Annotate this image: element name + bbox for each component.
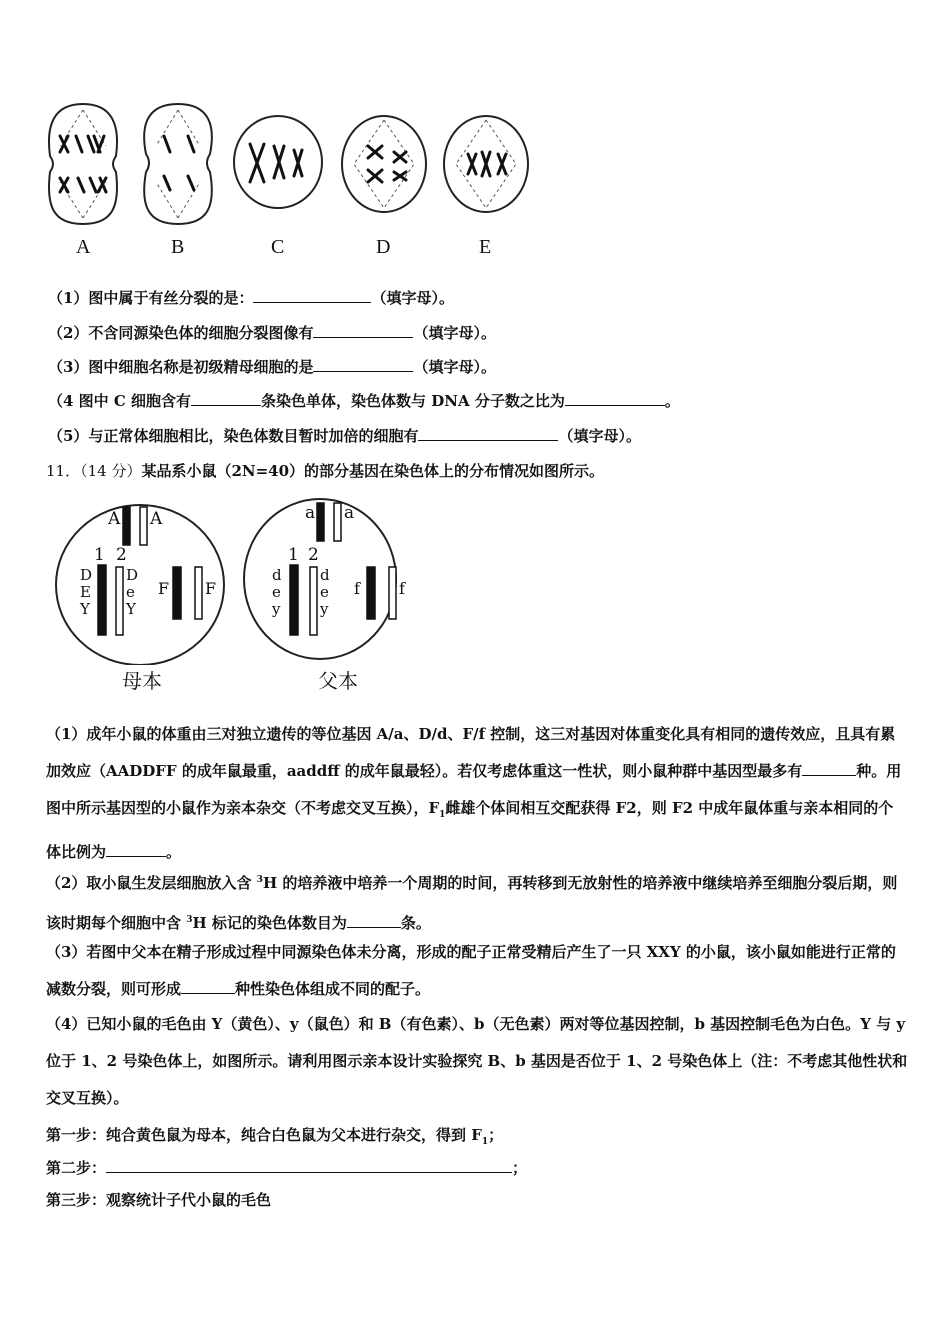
- answer-blank[interactable]: [313, 323, 413, 338]
- answer-blank[interactable]: [106, 842, 166, 857]
- gene-label: a: [305, 503, 316, 523]
- q10-item-5: [48, 425, 641, 446]
- gene-label: Y: [126, 600, 136, 618]
- q11-part-1-text-c: 雌雄个体间相互交配获得 F2，则 F2 中成年鼠体重与亲本相同的个体比例为: [46, 799, 894, 861]
- q11-part-2-text-d: 条。: [400, 914, 431, 932]
- chromosome-number: 2: [308, 545, 319, 565]
- q11-part-1-text-d: 。: [166, 843, 182, 861]
- q11-part-3-text-a: （3）若图中父本在精子形成过程中同源染色体未分离，形成的配子正常受精后产生了一只 XXY 的小鼠，该小鼠如能进行正常的减数分裂，则可形成: [46, 943, 896, 998]
- answer-blank[interactable]: [253, 288, 371, 303]
- q11-part-3: [46, 934, 908, 1008]
- q10-item-3-text: （3）图中细胞名称是初级精母细胞的是: [48, 358, 314, 376]
- q10-item-1: [48, 287, 454, 308]
- answer-blank[interactable]: [565, 391, 665, 406]
- answer-blank[interactable]: [106, 1158, 512, 1173]
- gene-label: e: [126, 583, 135, 601]
- cell-division-drawing: [38, 96, 538, 236]
- figure-label-d: D: [376, 236, 391, 258]
- q11-part-1: [46, 716, 908, 871]
- chromosome-number: 2: [116, 545, 127, 565]
- q10-item-4-mid: 条染色单体，染色体数与 DNA 分子数之比为: [261, 392, 565, 410]
- q10-item-3-suffix: （填字母）。: [413, 358, 496, 376]
- answer-blank[interactable]: [347, 913, 401, 928]
- cell-division-figure: [38, 96, 538, 266]
- q10-item-4-text: （4 图中 C 细胞含有: [48, 392, 192, 410]
- superscript: 3: [256, 875, 263, 885]
- gene-label: f: [354, 579, 360, 598]
- q11-part-1-text-b: 种。用图中所示基因型的小鼠作为亲本杂交（不考虑交叉互换），F: [46, 762, 902, 817]
- step-1-suffix: ；: [488, 1126, 504, 1144]
- q11-number: 11．: [46, 462, 81, 480]
- gene-label: F: [205, 579, 217, 598]
- answer-blank[interactable]: [802, 761, 856, 776]
- gene-label: y: [272, 600, 281, 618]
- q10-item-5-suffix: （填字母）。: [558, 427, 641, 445]
- q10-item-3: [48, 356, 496, 377]
- gene-label: D: [80, 566, 93, 584]
- q10-item-1-text: （1）图中属于有丝分裂的是：: [48, 289, 254, 307]
- mouse-chromosome-figure: [50, 495, 420, 700]
- gene-label: a: [344, 503, 355, 523]
- q11-score: （14 分）: [80, 462, 142, 480]
- step-2-text: 第二步：: [46, 1159, 107, 1177]
- q10-item-2-suffix: （填字母）。: [413, 324, 496, 342]
- mother-left-genes: [80, 567, 92, 618]
- father-left-genes: [272, 567, 282, 618]
- q11-part-4-text: （4）已知小鼠的毛色由 Y（黄色）、y（鼠色）和 B（有色素）、b（无色素）两对等位基因控制，b 基因控制毛色为白色。Y 与 y 位于 1、2 号染色体上，如图所示。请利用图示亲本设计实验探究 B、b 基因是否位于 1、2 号染色体上（注：不考虑其他性状和交叉互换）。: [46, 1015, 908, 1107]
- subscript: 1: [439, 810, 446, 820]
- gene-label: Y: [80, 600, 90, 618]
- gene-label: D: [126, 566, 139, 584]
- q11-part-2-text-a: （2）取小鼠生发层细胞放入含: [46, 874, 257, 892]
- figure-label-a: A: [76, 236, 91, 258]
- q11-part-2-text-c: H 标记的染色体数目为: [192, 914, 347, 932]
- father-caption: 父本: [318, 669, 358, 693]
- figure-label-c: C: [271, 236, 285, 258]
- q11-step-2: [46, 1157, 527, 1178]
- q11-part-3-text-b: 种性染色体组成不同的配子。: [235, 980, 431, 998]
- q11-part-2-text-b: H 的培养液中培养一个周期的时间，再转移到无放射性的培养液中继续培养至细胞分裂后期，则该时期每个细胞中含: [46, 874, 898, 932]
- q10-item-1-suffix: （填字母）。: [371, 289, 454, 307]
- q11-stem: 某品系小鼠（2N=40）的部分基因在染色体上的分布情况如图所示。: [141, 462, 605, 480]
- step-1-text: 第一步：纯合黄色鼠为母本，纯合白色鼠为父本进行杂交，得到 F: [46, 1126, 482, 1144]
- subscript: 1: [481, 1137, 489, 1147]
- q10-item-4-suffix: 。: [664, 392, 680, 410]
- gene-label: y: [320, 600, 329, 618]
- q11-part-1-text-a: （1）成年小鼠的体重由三对独立遗传的等位基因 A/a、D/d、F/f 控制，这三对基因对体重变化具有相同的遗传效应，且具有累加效应（AADDFF 的成年鼠最重，aaddff 的成年鼠最轻）。若仅考虑体重这一性状，则小鼠种群中基因型最多有: [46, 725, 896, 780]
- gene-label: d: [320, 566, 330, 584]
- gene-label: E: [80, 583, 91, 601]
- gene-label: e: [272, 583, 281, 601]
- father-right-genes: [320, 567, 330, 618]
- q11-step-3: [46, 1189, 271, 1210]
- figure-label-b: B: [171, 236, 185, 258]
- step-3-text: 第三步：观察统计子代小鼠的毛色: [46, 1191, 272, 1209]
- q11-header: [46, 460, 604, 481]
- mother-caption: 母本: [122, 669, 162, 693]
- figure-label-e: E: [479, 236, 492, 258]
- q10-item-2: [48, 322, 496, 343]
- step-2-suffix: ；: [512, 1159, 528, 1177]
- superscript: 3: [186, 915, 193, 925]
- gene-label: F: [158, 579, 170, 598]
- q11-part-2: [46, 862, 908, 942]
- gene-label: A: [150, 509, 163, 529]
- mother-right-genes: [126, 567, 138, 618]
- gene-label: f: [399, 579, 405, 598]
- gene-label: e: [320, 583, 329, 601]
- chromosome-number: 1: [288, 545, 299, 565]
- gene-label: A: [108, 509, 121, 529]
- answer-blank[interactable]: [313, 357, 413, 372]
- answer-blank[interactable]: [181, 979, 235, 994]
- q11-step-1: [46, 1124, 503, 1147]
- answer-blank[interactable]: [418, 426, 558, 441]
- answer-blank[interactable]: [191, 391, 261, 406]
- q10-item-4: [48, 390, 680, 411]
- mouse-chromosome-drawing: [50, 495, 420, 665]
- q10-item-5-text: （5）与正常体细胞相比，染色体数目暂时加倍的细胞有: [48, 427, 419, 445]
- q10-item-2-text: （2）不含同源染色体的细胞分裂图像有: [48, 324, 314, 342]
- q11-part-4: [46, 1006, 908, 1117]
- gene-label: d: [272, 566, 282, 584]
- chromosome-number: 1: [94, 545, 105, 565]
